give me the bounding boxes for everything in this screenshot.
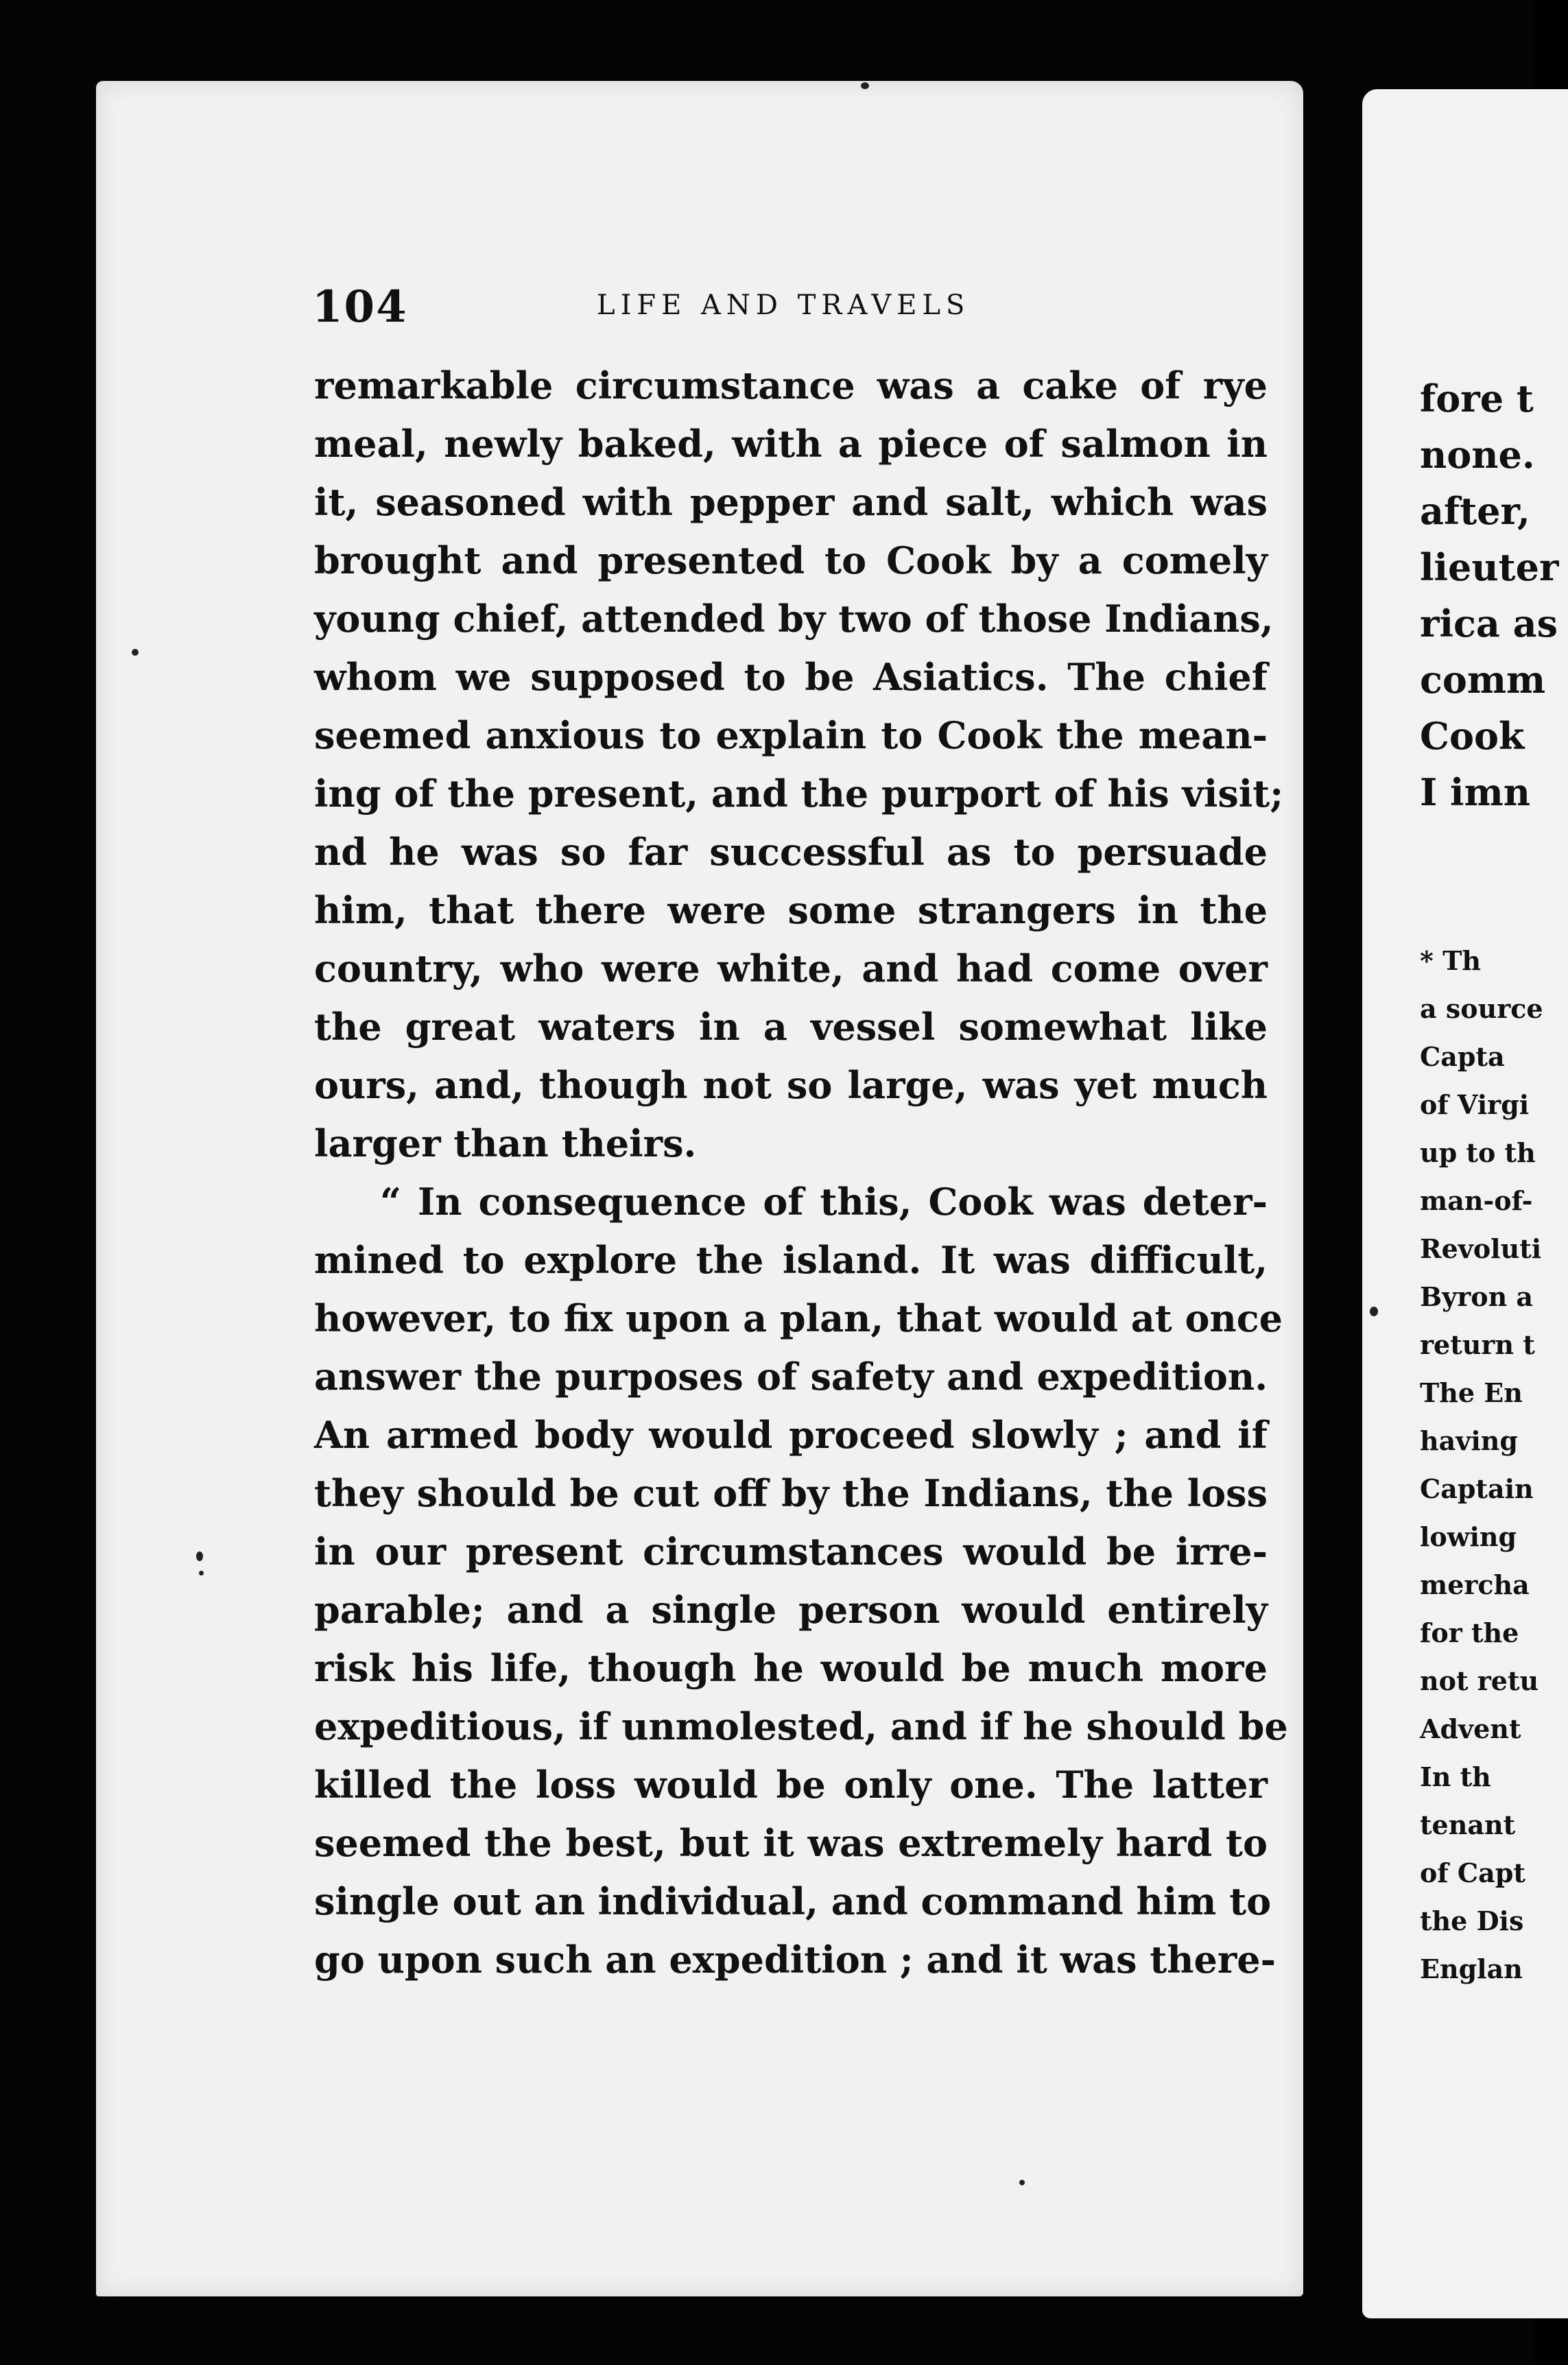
- text-line: ours, and, though not so large, was yet much: [314, 1063, 1268, 1107]
- facing-footnote-line: tenant: [1420, 1809, 1516, 1840]
- text-line: country, who were white, and had come over: [314, 947, 1268, 990]
- facing-text-line: rica as: [1420, 602, 1558, 645]
- text-line: killed the loss would be only one. The latter: [314, 1763, 1268, 1807]
- facing-footnote-line: The En: [1420, 1377, 1523, 1408]
- page-number: 104: [312, 281, 408, 333]
- facing-text-line: I imn: [1420, 770, 1530, 814]
- facing-footnote-line: up to th: [1420, 1137, 1536, 1168]
- text-line: parable; and a single person would entirely: [314, 1588, 1268, 1632]
- facing-text-line: fore t: [1420, 377, 1534, 420]
- facing-text-line: comm: [1420, 658, 1546, 702]
- text-line: answer the purposes of safety and expedition.: [314, 1355, 1268, 1399]
- facing-footnote-line: Englan: [1420, 1953, 1523, 1984]
- text-line: in our present circumstances would be irre-: [314, 1530, 1268, 1573]
- running-head: [312, 281, 1286, 336]
- text-line: go upon such an expedition ; and it was there-: [314, 1938, 1276, 1982]
- facing-footnote-line: Revoluti: [1420, 1233, 1542, 1264]
- facing-footnote-line: not retu: [1420, 1665, 1539, 1696]
- text-line: the great waters in a vessel somewhat like: [314, 1005, 1268, 1049]
- facing-gap: [1420, 820, 1557, 937]
- facing-footnote-line: mercha: [1420, 1569, 1530, 1600]
- text-line: mined to explore the island. It was difficult,: [314, 1238, 1268, 1282]
- facing-footnote-line: having: [1420, 1425, 1518, 1456]
- paragraph-end-line: larger than theirs.: [314, 1121, 697, 1165]
- facing-footnote-line: lowing: [1420, 1521, 1517, 1552]
- facing-footnote-line: man-of-: [1420, 1185, 1533, 1216]
- running-title: LIFE AND TRAVELS: [597, 289, 971, 321]
- text-line: him, that there were some strangers in the: [314, 888, 1268, 932]
- facing-footnote-line: In th: [1420, 1761, 1491, 1792]
- text-line: meal, newly baked, with a piece of salmon in: [314, 422, 1268, 466]
- text-line: An armed body would proceed slowly ; and if: [314, 1413, 1268, 1457]
- ink-speck: [1370, 1307, 1378, 1316]
- text-line: seemed the best, but it was extremely hard to: [314, 1821, 1268, 1865]
- text-line: however, to fix upon a plan, that would at once: [314, 1296, 1283, 1340]
- facing-text-line: Cook: [1420, 714, 1525, 758]
- text-line: risk his life, though he would be much more: [314, 1646, 1268, 1690]
- ink-speck: [199, 1571, 204, 1576]
- facing-footnote-line: Advent: [1420, 1713, 1521, 1744]
- text-line: they should be cut off by the Indians, the loss: [314, 1471, 1268, 1515]
- facing-page-text: [1420, 370, 1557, 1993]
- facing-footnote-line: of Virgi: [1420, 1089, 1530, 1120]
- facing-footnote-line: of Capt: [1420, 1857, 1525, 1888]
- facing-footnote-line: * Th: [1420, 945, 1482, 976]
- text-line: nd he was so far successful as to persuade: [314, 830, 1268, 874]
- text-line: remarkable circumstance was a cake of rye: [314, 364, 1268, 407]
- body-text: [314, 357, 1288, 1989]
- text-line: expeditious, if unmolested, and if he should be: [314, 1704, 1288, 1748]
- text-line: whom we supposed to be Asiatics. The chief: [314, 655, 1268, 699]
- text-line: brought and presented to Cook by a comely: [314, 538, 1268, 582]
- text-line: it, seasoned with pepper and salt, which was: [314, 480, 1268, 524]
- facing-footnote-line: the Dis: [1420, 1905, 1524, 1936]
- facing-footnote-line: for the: [1420, 1617, 1519, 1648]
- facing-text-line: none.: [1420, 433, 1535, 477]
- facing-footnote-line: Capta: [1420, 1041, 1505, 1072]
- ink-speck: [132, 649, 139, 656]
- facing-footnote-line: return t: [1420, 1329, 1535, 1360]
- facing-footnote-line: Byron a: [1420, 1281, 1534, 1312]
- facing-footnote-line: a source: [1420, 993, 1543, 1024]
- facing-text-line: lieuter: [1420, 545, 1559, 589]
- text-line: single out an individual, and command him to: [314, 1879, 1272, 1923]
- paragraph-start-line: “ In consequence of this, Cook was deter-: [380, 1180, 1268, 1224]
- ink-speck: [861, 82, 869, 89]
- ink-speck: [196, 1552, 203, 1561]
- facing-footnote-line: Captain: [1420, 1473, 1534, 1504]
- ink-speck: [1019, 2180, 1025, 2185]
- facing-text-line: after,: [1420, 489, 1530, 533]
- text-line: ing of the present, and the purport of his visit;: [314, 772, 1284, 816]
- text-line: seemed anxious to explain to Cook the mean-: [314, 713, 1268, 757]
- text-line: young chief, attended by two of those Indians,: [314, 597, 1274, 641]
